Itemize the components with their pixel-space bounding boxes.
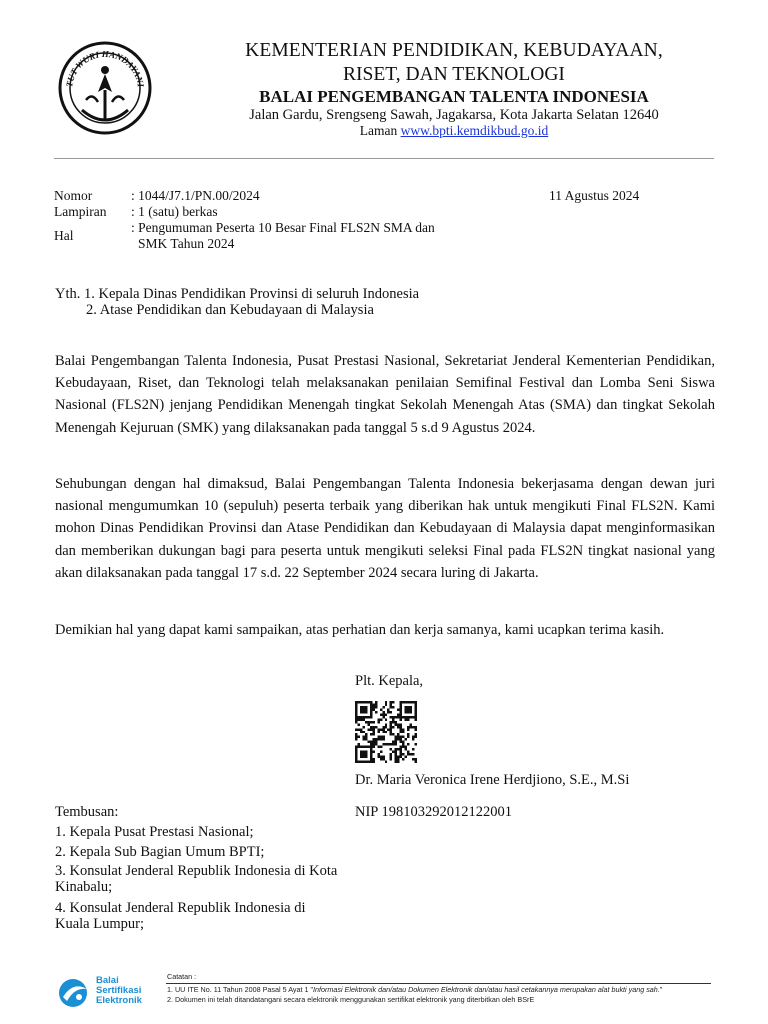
hal-value-line2: SMK Tahun 2024	[138, 236, 235, 251]
agency-website-line	[234, 123, 674, 139]
bsre-logo-icon	[57, 977, 93, 1009]
signature-title: Plt. Kepala,	[355, 673, 424, 689]
recipient-line2: 2. Atase Pendidikan dan Kebudayaan di Malaysia	[86, 302, 374, 318]
footer-divider	[166, 983, 711, 984]
body-paragraph-2: Sehubungan dengan hal dimaksud, Balai Pengembangan Talenta Indonesia bekerjasama dengan dewan juri nasional mengumumkan 10 (sepuluh) peserta terbaik yang diberikan hak untuk mengikuti Final FLS2N. Kami mohon Dinas Pendidikan Provinsi dan Atase Pendidikan dan Kebudayaan di Malaysia dapat menginformasikan dan memberikan dukungan bagi para peserta untuk mengikuti seleksi Final pada FLS2N tingkat nasional yang akan dilaksanakan pada tanggal 17 s.d. 22 September 2024 secara luring di Jakarta.	[55, 476, 715, 581]
tembusan-item-3: 3. Konsulat Jenderal Republik Indonesia di Kota	[55, 863, 338, 879]
footer-note-2: 2. Dokumen ini telah ditandatangani secara elektronik menggunakan sertifikat elektronik yang diterbitkan oleh BSrE	[167, 995, 535, 1004]
body-paragraph-3: Demikian hal yang dapat kami sampaikan, atas perhatian dan kerja samanya, kami ucapkan terima kasih.	[55, 622, 665, 638]
nomor-label: Nomor	[54, 188, 93, 203]
tembusan-item-1: 1. Kepala Pusat Prestasi Nasional;	[55, 824, 254, 840]
signature-qr-code	[355, 701, 417, 763]
website-label: Laman	[359, 123, 398, 138]
bsre-logo-text: Balai Sertifikasi Elektronik	[96, 975, 142, 1006]
tembusan-label: Tembusan:	[55, 804, 119, 820]
tembusan-item-4: 4. Konsulat Jenderal Republik Indonesia di	[55, 900, 306, 916]
hal-value-line1: : Pengumuman Peserta 10 Besar Final FLS2N SMA dan	[131, 220, 435, 235]
nomor-value: : 1044/J7.1/PN.00/2024	[131, 188, 260, 203]
hal-label: Hal	[54, 228, 74, 243]
letterhead-divider	[54, 158, 714, 159]
letter-date: 11 Agustus 2024	[549, 188, 640, 203]
recipient-line1: Yth. 1. Kepala Dinas Pendidikan Provinsi di seluruh Indonesia	[55, 286, 420, 302]
lampiran-label: Lampiran	[54, 204, 107, 219]
tut-wuri-handayani-logo	[52, 40, 158, 136]
lampiran-value: : 1 (satu) berkas	[131, 204, 218, 219]
body-paragraph-1: Balai Pengembangan Talenta Indonesia, Pusat Prestasi Nasional, Sekretariat Jenderal Kementerian Pendidikan, Kebudayaan, Riset, dan Teknologi telah melaksanakan penilaian Semifinal Festival dan Lomba Seni Siswa Nasional (FLS2N) jenjang Pendidikan Menengah tingkat Sekolah Menengah Atas (SMA) dan tingkat Sekolah Menengah Kejuruan (SMK) yang dilaksanakan pada tanggal 5 s.d 9 Agustus 2024.	[55, 353, 715, 436]
agency-name: BALAI PENGEMBANGAN TALENTA INDONESIA	[259, 87, 649, 106]
tembusan-item-4-cont: Kuala Lumpur;	[55, 916, 144, 932]
website-link[interactable]: www.bpti.kemdikbud.go.id	[400, 123, 549, 138]
agency-address: Jalan Gardu, Srengseng Sawah, Jagakarsa, Kota Jakarta Selatan 12640	[249, 107, 659, 123]
tembusan-item-3-cont: Kinabalu;	[55, 879, 113, 895]
signatory-name: Dr. Maria Veronica Irene Herdjiono, S.E., M.Si	[355, 772, 630, 788]
signatory-nip: NIP 198103292012122001	[355, 804, 512, 820]
footer-catatan-label: Catatan :	[167, 972, 197, 981]
logo-motto: TUT WURI HANDAYANI	[64, 48, 146, 88]
ministry-name-line2: RISET, DAN TEKNOLOGI	[343, 64, 565, 85]
tembusan-item-2: 2. Kepala Sub Bagian Umum BPTI;	[55, 844, 265, 860]
ministry-name-line1: KEMENTERIAN PENDIDIKAN, KEBUDAYAAN,	[245, 40, 663, 61]
footer-note-1: 1. UU ITE No. 11 Tahun 2008 Pasal 5 Ayat 1 "Informasi Elektronik dan/atau Dokumen Elektronik dan/atau hasil cetakannya merupakan alat bukti yang sah."	[167, 985, 663, 994]
